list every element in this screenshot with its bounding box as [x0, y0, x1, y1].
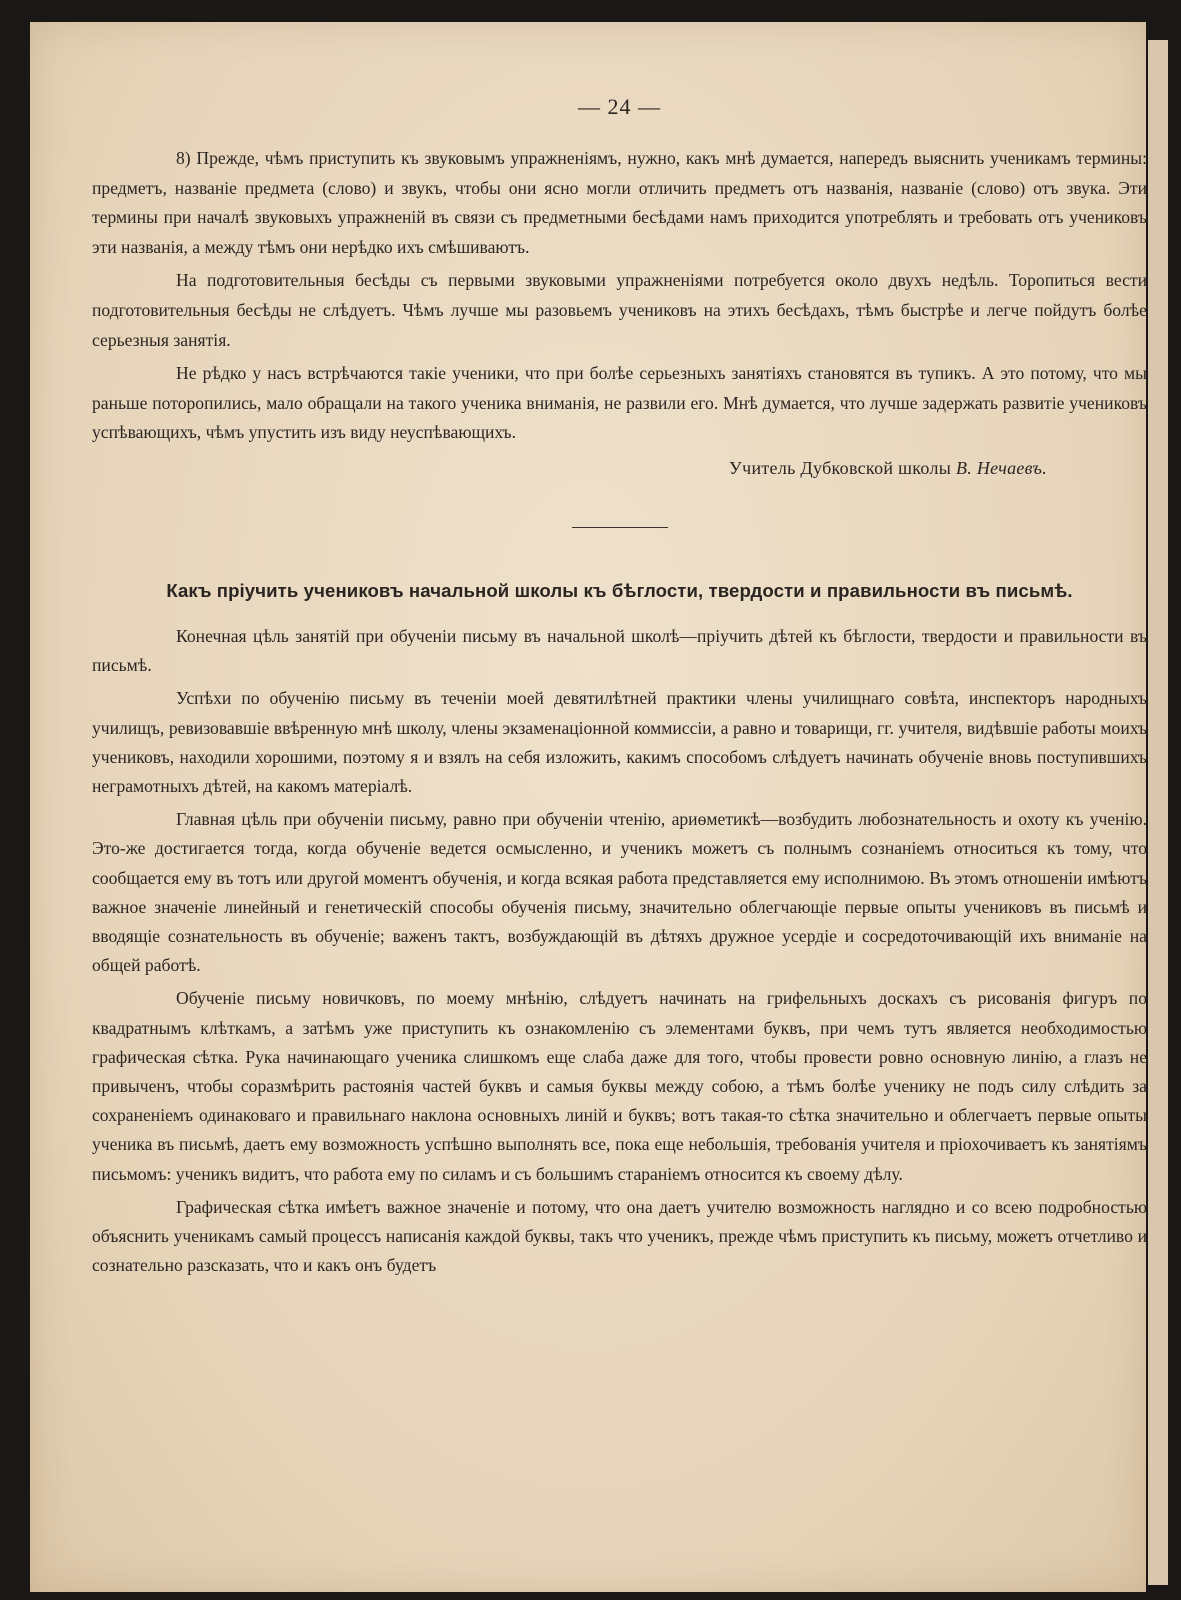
- paragraph: Обученіе письму новичковъ, по моему мнѣнію, слѣдуетъ начинать на грифельныхъ доскахъ съ рисованія фигуръ по квадратнымъ клѣткамъ, а затѣмъ уже приступить къ ознакомленію съ элементами буквъ, при чемъ тутъ является необходимостью графическая сѣтка. Рука начинающаго ученика слишкомъ еще слаба даже для того, чтобы провести ровно основную линію, а глазъ не привыченъ, чтобы соразмѣрить растоянія частей буквъ и самыя буквы между собою, а тѣмъ болѣе ученику не подъ силу слѣдить за сохраненіемъ одинаковаго и правильнаго наклона основныхъ линій и буквъ; вотъ такая-то сѣтка значительно и облегчаетъ первые опыты ученика въ письмѣ, даетъ ему возможность успѣшно выполнять все, пока еще небольшія, требованія учителя и пріохочиваетъ къ занятіямъ письмомъ: ученикъ видитъ, что работа ему по силамъ и съ большимъ стараніемъ относится къ своему дѣлу.: [92, 988, 1147, 1184]
- paragraph: Успѣхи по обученію письму въ теченіи моей девятилѣтней практики члены училищнаго совѣта, инспекторъ народныхъ училищъ, ревизовавшіе ввѣренную мнѣ школу, члены экзаменаціонной коммиссіи, а равно и товарищи, гг. учителя, видѣвшіе работы моихъ учениковъ, находили хорошими, поэтому я и взялъ на себя изложить, какимъ способомъ слѣдуетъ начинать обученіе вновь поступившихъ неграмотныхъ дѣтей, на какомъ матеріалѣ.: [92, 688, 1147, 796]
- signature-prefix: Учитель Дубковской школы: [729, 457, 952, 478]
- next-page-edge: [1148, 40, 1168, 1585]
- article: [92, 580, 1147, 1280]
- signature-name: В. Нечаевъ.: [955, 457, 1047, 478]
- paragraph: Графическая сѣтка имѣетъ важное значеніе и потому, что она даетъ учителю возможность наглядно и со всею подробностью объяснить ученикамъ самый процессъ написанія каждой буквы, такъ что ученикъ, прежде чѣмъ приступить къ письму, можетъ отчетливо и сознательно разсказать, что и какъ онъ будетъ: [92, 1196, 1147, 1276]
- section-divider: [572, 527, 668, 528]
- page-content: [92, 72, 1147, 1284]
- paragraph: Не рѣдко у насъ встрѣчаются такіе ученики, что при болѣе серьезныхъ занятіяхъ становятся въ тупикъ. А это потому, что мы раньше поторопились, мало обращали на такого ученика вниманія, не развили его. Мнѣ думается, что лучше задержать развитіе учениковъ успѣвающихъ, чѣмъ упустить изъ виду неуспѣвающихъ.: [92, 363, 1147, 443]
- page-number: — 24 —: [578, 94, 661, 119]
- article-continuation: [92, 144, 1147, 479]
- paragraph: На подготовительныя бесѣды съ первыми звуковыми упражненіями потребуется около двухъ недѣль. Торопиться вести подготовительныя бесѣды не слѣдуетъ. Чѣмъ лучше мы разовьемъ учениковъ на этихъ бесѣдахъ, тѣмъ быстрѣе и легче пойдутъ болѣе серьезныя занятія.: [92, 270, 1147, 350]
- document-page: [30, 22, 1146, 1592]
- paragraph: Главная цѣль при обученіи письму, равно при обученіи чтенію, ариѳметикѣ—возбудить любознательность и охоту къ ученію. Это-же достигается тогда, когда обученіе ведется осмысленно, и ученикъ можетъ съ полнымъ сознаніемъ относиться къ тому, что сообщается ему въ тотъ или другой моментъ обученія, и когда всякая работа представляется ему исполнимою. Въ этомъ отношеніи имѣютъ важное значеніе линейный и генетическій способы обученія письму, значительно облегчающіе первые опыты учениковъ въ письмѣ и вводящіе сознательность въ обученіе; важенъ тактъ, возбуждающій въ дѣтяхъ дружное усердіе и сосредоточивающій ихъ вниманіе на общей работѣ.: [92, 809, 1147, 976]
- article-title: Какъ пріучить учениковъ начальной школы къ бѣглости, твердости и правильности въ письмѣ.: [166, 579, 1073, 601]
- author-signature: [92, 458, 1047, 479]
- paragraph: 8) Прежде, чѣмъ приступить къ звуковымъ упражненіямъ, нужно, какъ мнѣ думается, напередъ выяснить ученикамъ термины: предметъ, названіе предмета (слово) и звукъ, чтобы они ясно могли отличить предметъ отъ названія, названіе (слово) отъ звука. Эти термины при началѣ звуковыхъ упражненій въ связи съ предметными бесѣдами намъ приходится употреблять и требовать отъ учениковъ эти названія, а между тѣмъ они нерѣдко ихъ смѣшиваютъ.: [92, 148, 1147, 257]
- paragraph: Конечная цѣль занятій при обученіи письму въ начальной школѣ—пріучить дѣтей къ бѣглости, твердости и правильности въ письмѣ.: [92, 625, 1147, 676]
